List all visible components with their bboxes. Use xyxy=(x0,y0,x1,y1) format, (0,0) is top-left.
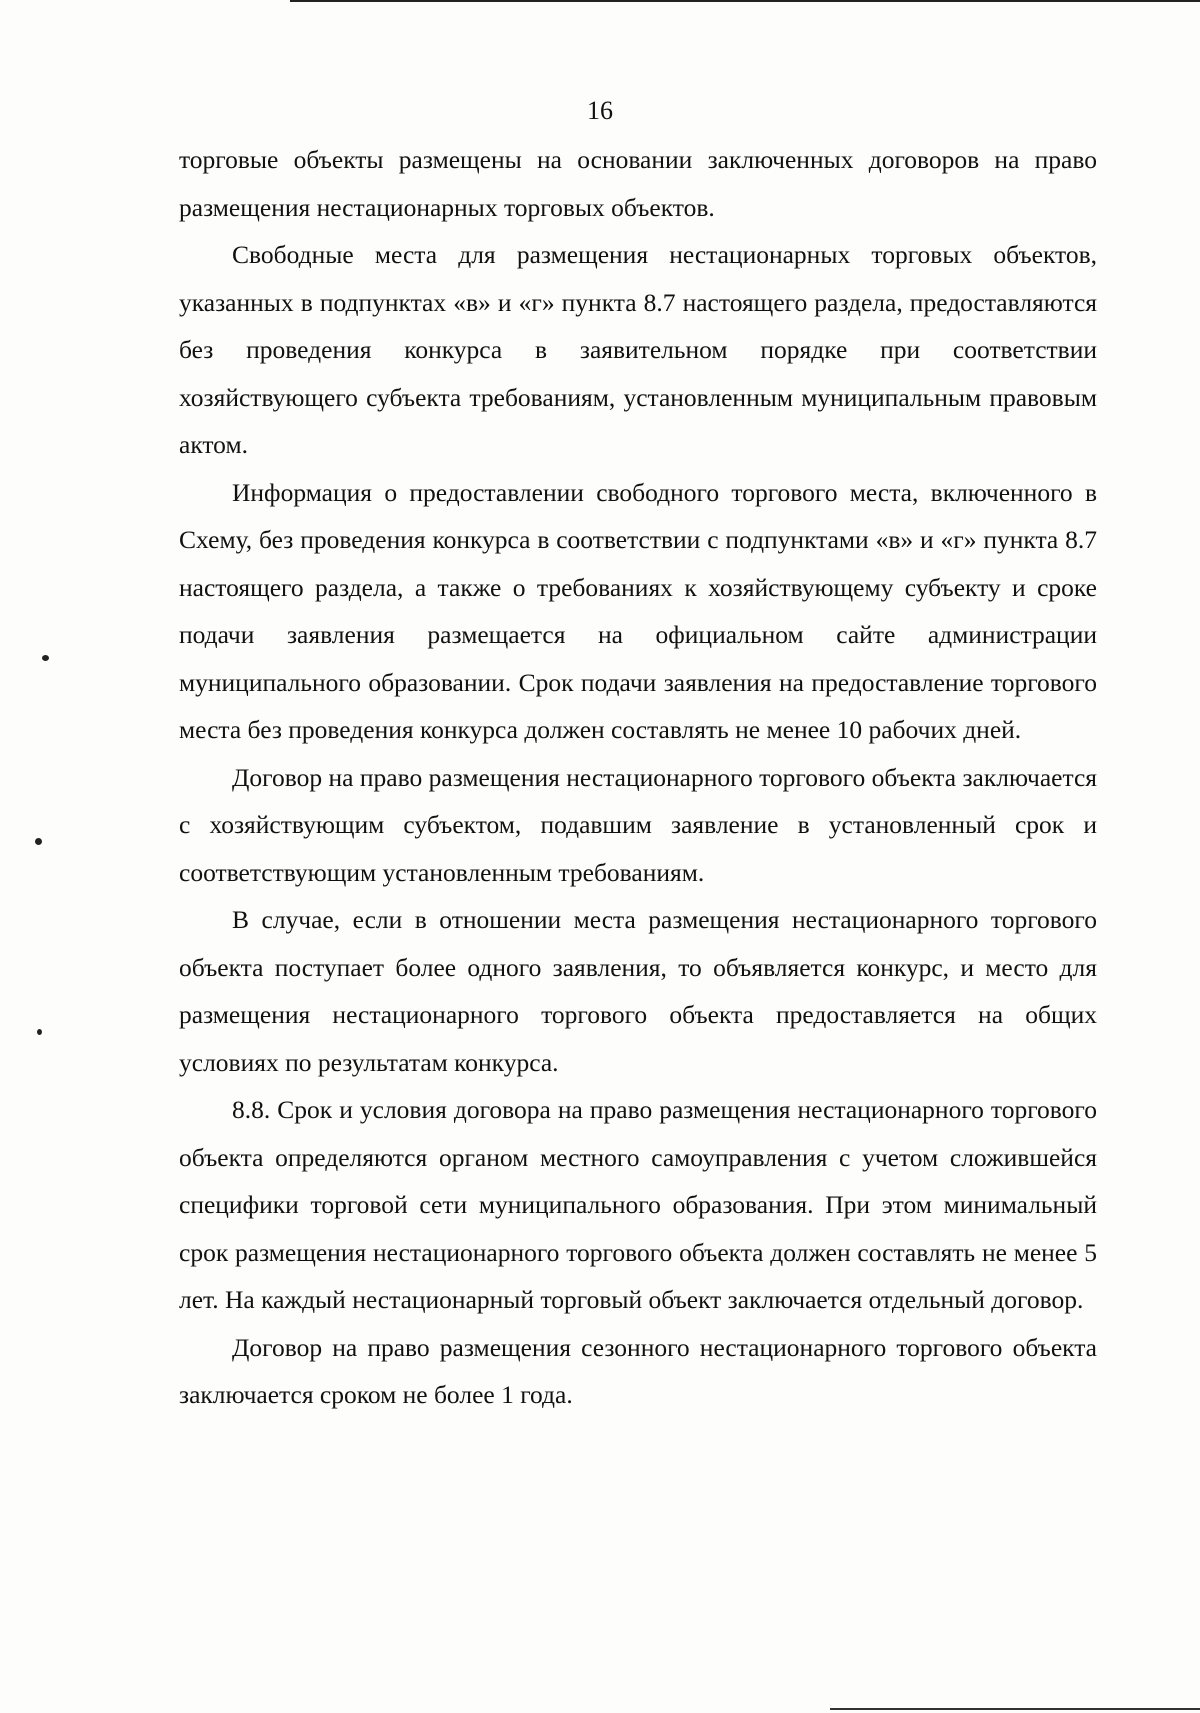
scan-edge-bottom xyxy=(830,1708,1200,1710)
scan-speck xyxy=(35,838,42,845)
paragraph-5: В случае, если в отношении места размещения нестационарного торгового объекта поступает более одного заявления, то объявляется конкурс, и место для размещения нестационарного торгового объекта предоставляется на общих условиях по результатам конкурса. xyxy=(179,905,1097,1077)
paragraph-2: Свободные места для размещения нестационарных торговых объектов, указанных в подпунктах «в» и «г» пункта 8.7 настоящего раздела, предоставляются без проведения конкурса в заявительном порядке при соответствии хозяйствующего субъекта требованиям, установленным муниципальным правовым актом. xyxy=(179,240,1097,459)
paragraph-7: Договор на право размещения сезонного нестационарного торгового объекта заключается сроком не более 1 года. xyxy=(179,1332,1097,1409)
scan-speck xyxy=(37,1029,42,1035)
paragraph-4: Договор на право размещения нестационарного торгового объекта заключается с хозяйствующим субъектом, подавшим заявление в установленный срок и соответствующим установленным требованиям. xyxy=(179,762,1097,887)
page-number: 16 xyxy=(587,96,613,125)
scan-edge-top xyxy=(290,0,1200,2)
document-body xyxy=(179,136,1097,1419)
paragraph-3: Информация о предоставлении свободного торгового места, включенного в Схему, без проведения конкурса в соответствии с подпунктами «в» и «г» пункта 8.7 настоящего раздела, а также о требованиях к хозяйствующему субъекту и сроке подачи заявления размещается на официальном сайте администрации муниципального образовании. Срок подачи заявления на предоставление торгового места без проведения конкурса должен составлять не менее 10 рабочих дней. xyxy=(179,477,1097,744)
paragraph-6: 8.8. Срок и условия договора на право размещения нестационарного торгового объекта определяются органом местного самоуправления с учетом сложившейся специфики торговой сети муниципального образования. При этом минимальный срок размещения нестационарного торгового объекта должен составлять не менее 5 лет. На каждый нестационарный торговый объект заключается отдельный договор. xyxy=(179,1095,1097,1314)
paragraph-1: торговые объекты размещены на основании заключенных договоров на право размещения нестационарных торговых объектов. xyxy=(179,145,1097,222)
scan-speck xyxy=(42,655,49,661)
